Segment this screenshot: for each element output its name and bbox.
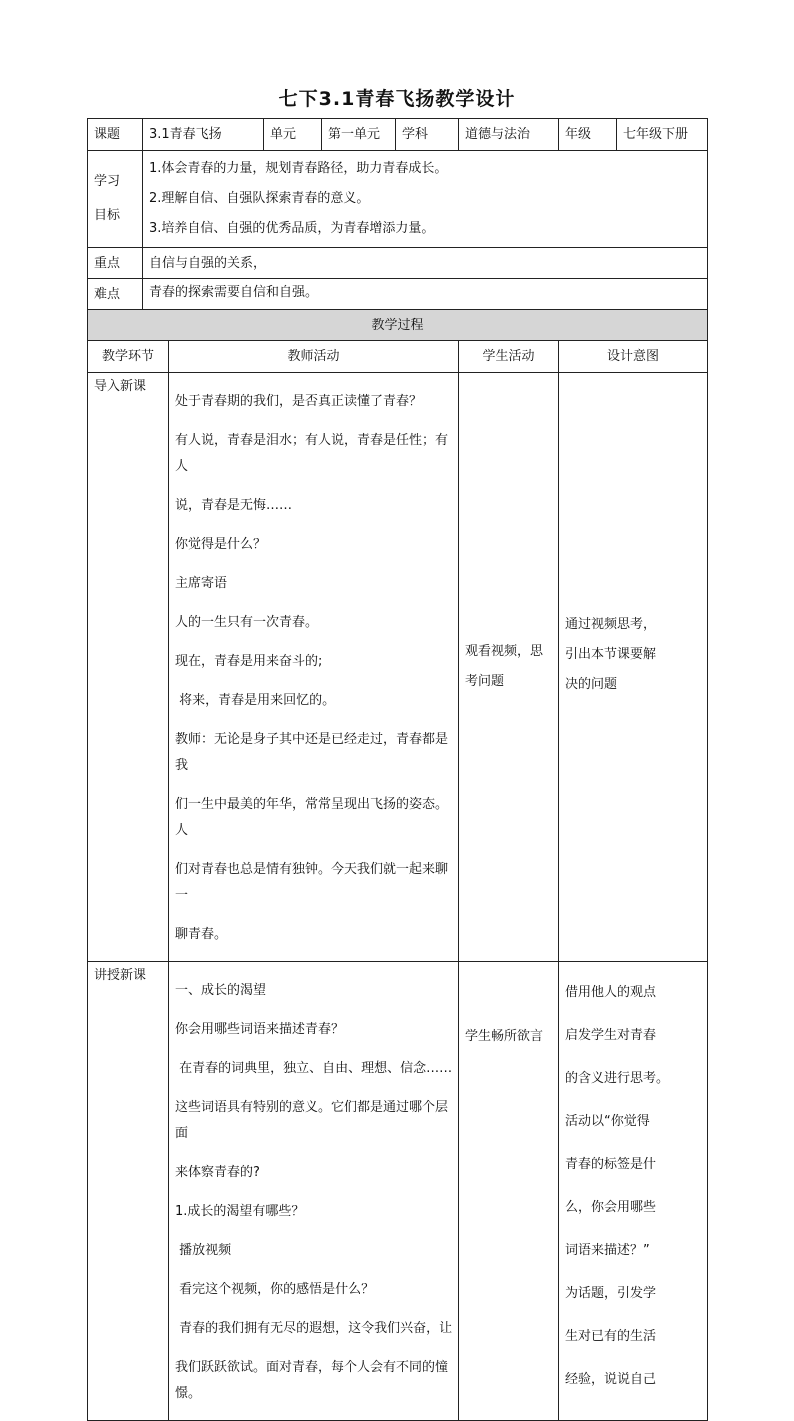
process-row	[88, 373, 708, 962]
intent-line: 启发学生对青春	[565, 1028, 657, 1043]
stage-cell: 导入新课	[88, 373, 169, 962]
grade-label: 年级	[559, 119, 617, 151]
teacher-activity-cell	[169, 962, 459, 1421]
meta-row	[88, 119, 708, 151]
teacher-line: 现在，青春是用来奋斗的;	[175, 654, 323, 669]
student-activity-cell	[459, 373, 559, 962]
document-title: 七下3.1青春飞扬教学设计	[278, 88, 516, 110]
teacher-line: 你觉得是什么？	[175, 537, 267, 552]
key-point-label: 重点	[88, 248, 143, 279]
teacher-line: 我们跃跃欲试。面对青春，每个人会有不同的憧憬。	[175, 1360, 449, 1401]
difficulty-row	[88, 279, 708, 310]
intent-line: 的含义进行思考。	[565, 1071, 670, 1086]
intent-line: 活动以“你觉得	[565, 1114, 650, 1129]
key-point-row	[88, 248, 708, 279]
subject-label: 学科	[396, 119, 459, 151]
intent-line: 通过视频思考，	[565, 617, 657, 632]
stage-cell: 讲授新课	[88, 962, 169, 1421]
grade-value: 七年级下册	[617, 119, 708, 151]
objective-item: 3.培养自信、自强的优秀品质，为青春增添力量。	[149, 221, 435, 236]
lesson-label: 课题	[88, 119, 143, 151]
teacher-line: 青春的我们拥有无尽的遐想，这令我们兴奋，让	[175, 1321, 453, 1336]
teacher-activity-cell	[169, 373, 459, 962]
teacher-line: 有人说，青春是泪水；有人说，青春是任性；有人	[175, 433, 449, 474]
intent-line: 引出本节课要解	[565, 647, 657, 662]
teacher-line: 主席寄语	[175, 576, 228, 591]
teacher-line: 说，青春是无悔……	[175, 498, 293, 513]
teacher-line: 看完这个视频，你的感悟是什么？	[175, 1282, 375, 1297]
teacher-line: 将来，青春是用来回忆的。	[175, 693, 336, 708]
objectives-row	[88, 151, 708, 248]
unit-value: 第一单元	[322, 119, 396, 151]
student-line: 考问题	[465, 674, 505, 689]
intent-line: 词语来描述？”	[565, 1243, 650, 1258]
teacher-line: 播放视频	[175, 1243, 232, 1258]
teacher-line: 来体察青春的?	[175, 1165, 260, 1180]
teacher-line: 一、成长的渴望	[175, 983, 267, 998]
intent-line: 为话题，引发学	[565, 1286, 657, 1301]
objectives-label-line1: 学习	[94, 174, 121, 189]
teacher-line: 聊青春。	[175, 927, 228, 942]
objectives-label-line2: 目标	[94, 208, 121, 223]
design-intent-cell	[559, 962, 708, 1421]
intent-line: 决的问题	[565, 677, 618, 692]
process-section-row	[88, 310, 708, 341]
teacher-line: 人的一生只有一次青春。	[175, 615, 319, 630]
process-row	[88, 962, 708, 1421]
student-line: 观看视频，思	[465, 644, 544, 659]
intent-line: 借用他人的观点	[565, 985, 657, 1000]
difficulty-value: 青春的探索需要自信和自强。	[143, 279, 708, 310]
objective-item: 2.理解自信、自强队探索青春的意义。	[149, 191, 370, 206]
teacher-line: 在青春的词典里，独立、自由、理想、信念……	[175, 1061, 453, 1076]
lesson-plan-table	[87, 118, 708, 1421]
teacher-line: 们一生中最美的年华，常常呈现出飞扬的姿态。人	[175, 797, 449, 838]
objectives-list	[143, 151, 708, 248]
intent-line: 青春的标签是什	[565, 1157, 657, 1172]
intent-line: 生对已有的生活	[565, 1329, 657, 1344]
teacher-line: 这些词语具有特别的意义。它们都是通过哪个层面	[175, 1100, 449, 1141]
teacher-line: 1.成长的渴望有哪些？	[175, 1204, 305, 1219]
student-line: 学生畅所欲言	[465, 1029, 544, 1044]
lesson-value: 3.1青春飞扬	[143, 119, 264, 151]
design-intent-cell	[559, 373, 708, 962]
header-intent: 设计意图	[559, 341, 708, 373]
teacher-line: 处于青春期的我们，是否真正读懂了青春？	[175, 394, 423, 409]
intent-line: 经验，说说自己	[565, 1372, 657, 1387]
student-activity-cell	[459, 962, 559, 1421]
teacher-line: 教师：无论是身子其中还是已经走过，青春都是我	[175, 732, 449, 773]
key-point-value: 自信与自强的关系，	[143, 248, 708, 279]
subject-value: 道德与法治	[459, 119, 559, 151]
process-section-title: 教学过程	[88, 310, 708, 341]
header-stage: 教学环节	[88, 341, 169, 373]
header-student: 学生活动	[459, 341, 559, 373]
intent-line: 么，你会用哪些	[565, 1200, 657, 1215]
process-header-row	[88, 341, 708, 373]
teacher-line: 你会用哪些词语来描述青春？	[175, 1022, 345, 1037]
teacher-line: 们对青春也总是情有独钟。今天我们就一起来聊一	[175, 862, 449, 903]
objective-item: 1.体会青春的力量，规划青春路径，助力青春成长。	[149, 161, 448, 176]
unit-label: 单元	[264, 119, 322, 151]
objectives-label	[88, 151, 143, 248]
difficulty-label: 难点	[88, 279, 143, 310]
header-teacher: 教师活动	[169, 341, 459, 373]
